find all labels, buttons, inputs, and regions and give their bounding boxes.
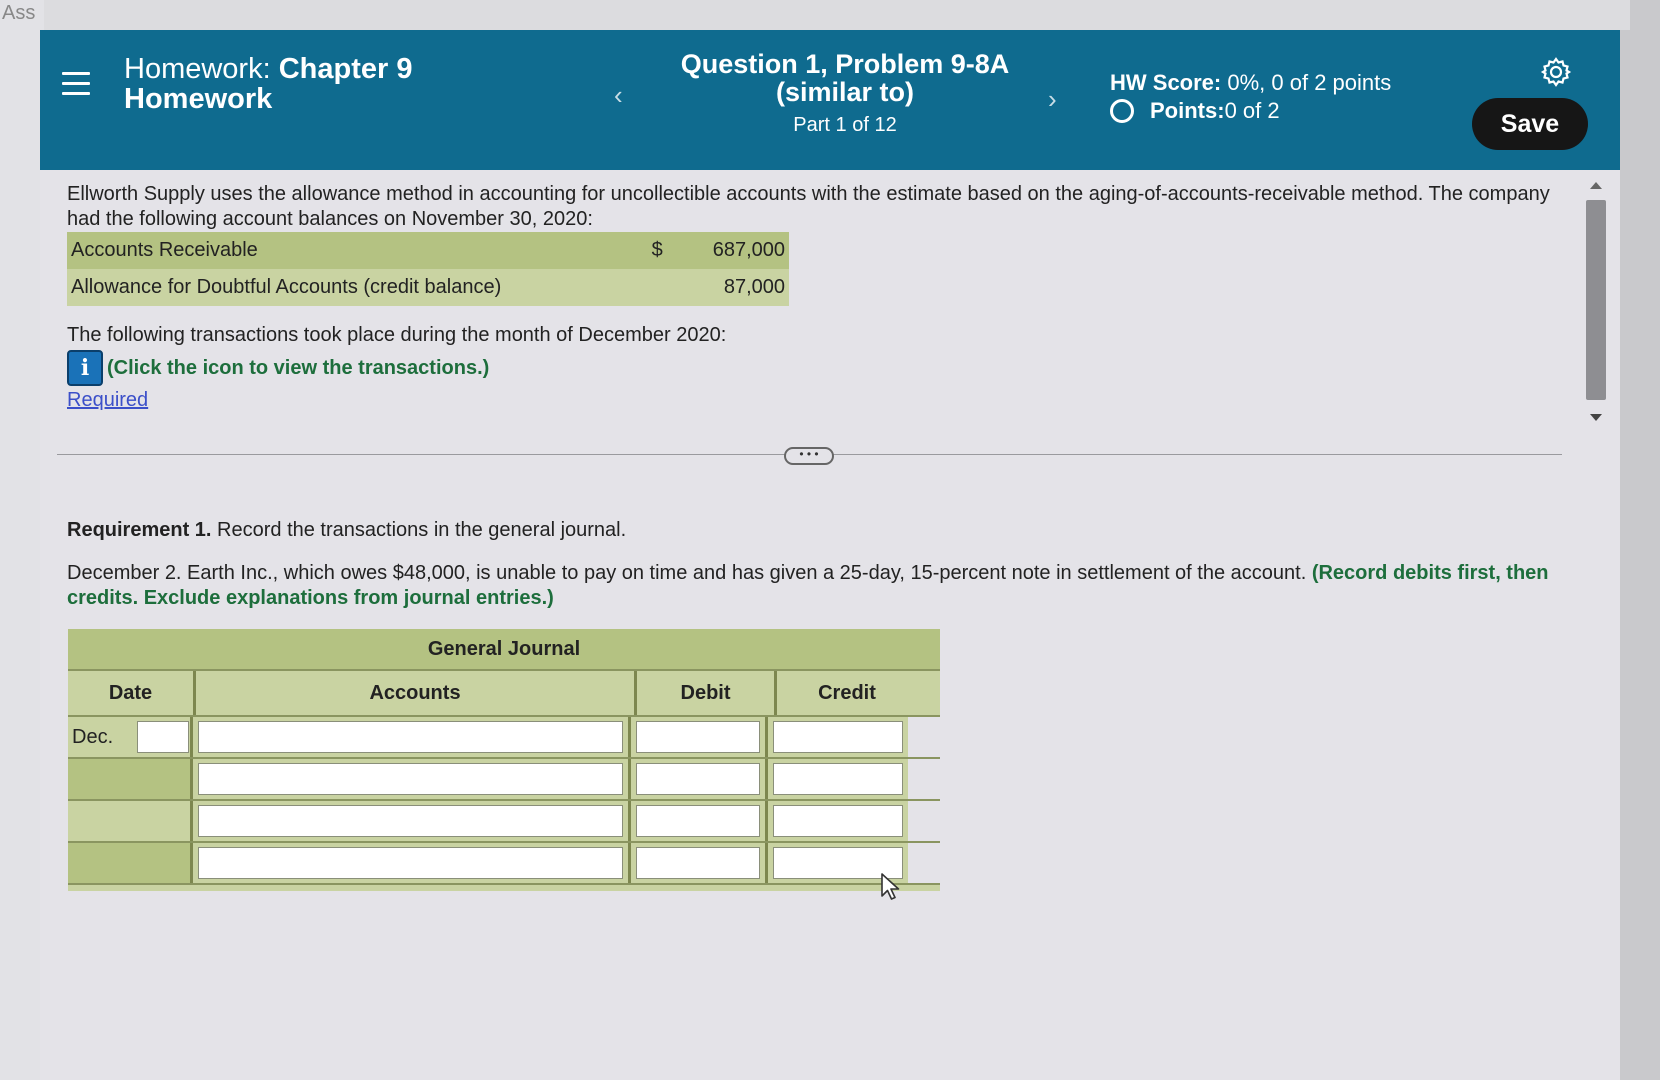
credit-input[interactable]	[773, 721, 903, 753]
journal-debit-cell	[631, 717, 768, 757]
journal-date-cell	[68, 759, 193, 799]
journal-credit-cell	[768, 801, 908, 841]
divider-handle[interactable]: • • •	[784, 447, 834, 465]
points-value: 0 of 2	[1224, 98, 1280, 123]
chevron-right-icon[interactable]: ›	[1048, 84, 1057, 114]
required-link[interactable]: Required	[67, 389, 149, 411]
info-icon[interactable]: i	[67, 350, 103, 386]
december-text: December 2. Earth Inc., which owes $48,000, is unable to pay on time and has given a 25-day, 15-percent note in settlement of the account.	[67, 562, 1312, 584]
question-subtitle: (similar to)	[775, 77, 915, 107]
journal-header-debit: Debit	[637, 671, 777, 715]
hw-score-value: 0%, 0 of 2 points	[1221, 70, 1392, 95]
top-strip	[44, 0, 1630, 30]
balance-currency: $	[651, 239, 663, 261]
header-bar	[40, 30, 1620, 170]
journal-account-cell	[193, 843, 631, 883]
journal-title: General Journal	[68, 629, 940, 669]
credit-input[interactable]	[773, 805, 903, 837]
info-line	[67, 350, 489, 386]
mouse-cursor-icon	[880, 872, 902, 902]
journal-account-cell	[193, 759, 631, 799]
balance-amount: 687,000	[712, 239, 785, 261]
journal-credit-cell	[768, 759, 908, 799]
debit-input[interactable]	[636, 847, 760, 879]
balances-table	[67, 232, 789, 306]
journal-header-credit: Credit	[818, 681, 876, 704]
balance-row	[67, 232, 789, 269]
info-text: (Click the icon to view the transactions.)	[107, 356, 490, 379]
account-input[interactable]	[198, 805, 623, 837]
requirement-line	[67, 519, 626, 542]
journal-row	[68, 715, 940, 757]
chevron-left-icon[interactable]: ‹	[614, 80, 623, 110]
debit-input[interactable]	[636, 805, 760, 837]
journal-header-accounts: Accounts	[196, 671, 637, 715]
journal-bottom-border	[68, 883, 940, 891]
homework-title-line2: Homework	[124, 83, 273, 115]
month-label: Dec.	[72, 725, 114, 748]
journal-account-cell	[193, 801, 631, 841]
general-journal-table	[68, 629, 940, 891]
balance-currency	[628, 269, 686, 306]
requirement-text: Record the transactions in the general journal.	[211, 519, 627, 541]
question-part: Part 1 of 12	[793, 114, 897, 136]
intro-text: Ellworth Supply uses the allowance method in accounting for uncollectible accounts with the estimate based on the aging-of-accounts-receivable method. The company had the following account balances on November 30, 2020:	[67, 183, 1550, 230]
transactions-text: The following transactions took place during the month of December 2020:	[67, 324, 727, 346]
debit-input[interactable]	[636, 763, 760, 795]
journal-credit-cell	[768, 717, 908, 757]
requirement-label: Requirement 1.	[67, 519, 212, 541]
journal-debit-cell	[631, 759, 768, 799]
december-instruction	[67, 561, 1577, 611]
journal-debit-cell	[631, 801, 768, 841]
question-title: Question 1, Problem 9-8A	[680, 49, 1010, 79]
question-info	[660, 50, 1030, 137]
menu-icon[interactable]	[62, 72, 90, 96]
journal-date-cell	[68, 843, 193, 883]
hw-score	[1110, 70, 1391, 96]
save-button[interactable]: Save	[1472, 98, 1588, 150]
homework-title	[124, 54, 412, 114]
scroll-thumb[interactable]	[1586, 200, 1606, 400]
radio-icon[interactable]	[1110, 99, 1134, 123]
journal-row	[68, 799, 940, 841]
journal-row	[68, 841, 940, 883]
balance-account: Allowance for Doubtful Accounts (credit balance)	[71, 276, 502, 298]
debit-input[interactable]	[636, 721, 760, 753]
account-input[interactable]	[198, 721, 623, 753]
scroll-down-icon[interactable]	[1590, 414, 1602, 421]
journal-account-cell	[193, 717, 631, 757]
hw-score-label: HW Score:	[1110, 70, 1222, 95]
points	[1110, 98, 1280, 124]
homework-title-chapter: Chapter 9	[278, 53, 413, 85]
journal-header-row	[68, 669, 940, 715]
outer-left-pane	[0, 0, 45, 1080]
journal-debit-cell	[631, 843, 768, 883]
journal-row	[68, 757, 940, 799]
date-input[interactable]	[137, 721, 189, 753]
balance-account: Accounts Receivable	[71, 239, 258, 261]
account-input[interactable]	[198, 847, 623, 879]
journal-date-cell	[68, 801, 193, 841]
journal-header-date: Date	[68, 671, 196, 715]
december-hint: (Record debits first, then credits. Exclude explanations from journal entries.)	[67, 562, 1549, 609]
account-input[interactable]	[198, 763, 623, 795]
scroll-up-icon[interactable]	[1590, 182, 1602, 189]
outer-left-label: Ass	[2, 2, 36, 24]
credit-input[interactable]	[773, 763, 903, 795]
homework-title-prefix: Homework:	[124, 53, 279, 85]
balance-row	[67, 269, 789, 306]
balance-amount: 87,000	[723, 276, 785, 298]
scrollbar[interactable]	[1586, 178, 1606, 428]
points-label: Points:	[1150, 98, 1225, 123]
journal-date-cell	[68, 717, 193, 757]
gear-icon[interactable]	[1540, 56, 1572, 88]
